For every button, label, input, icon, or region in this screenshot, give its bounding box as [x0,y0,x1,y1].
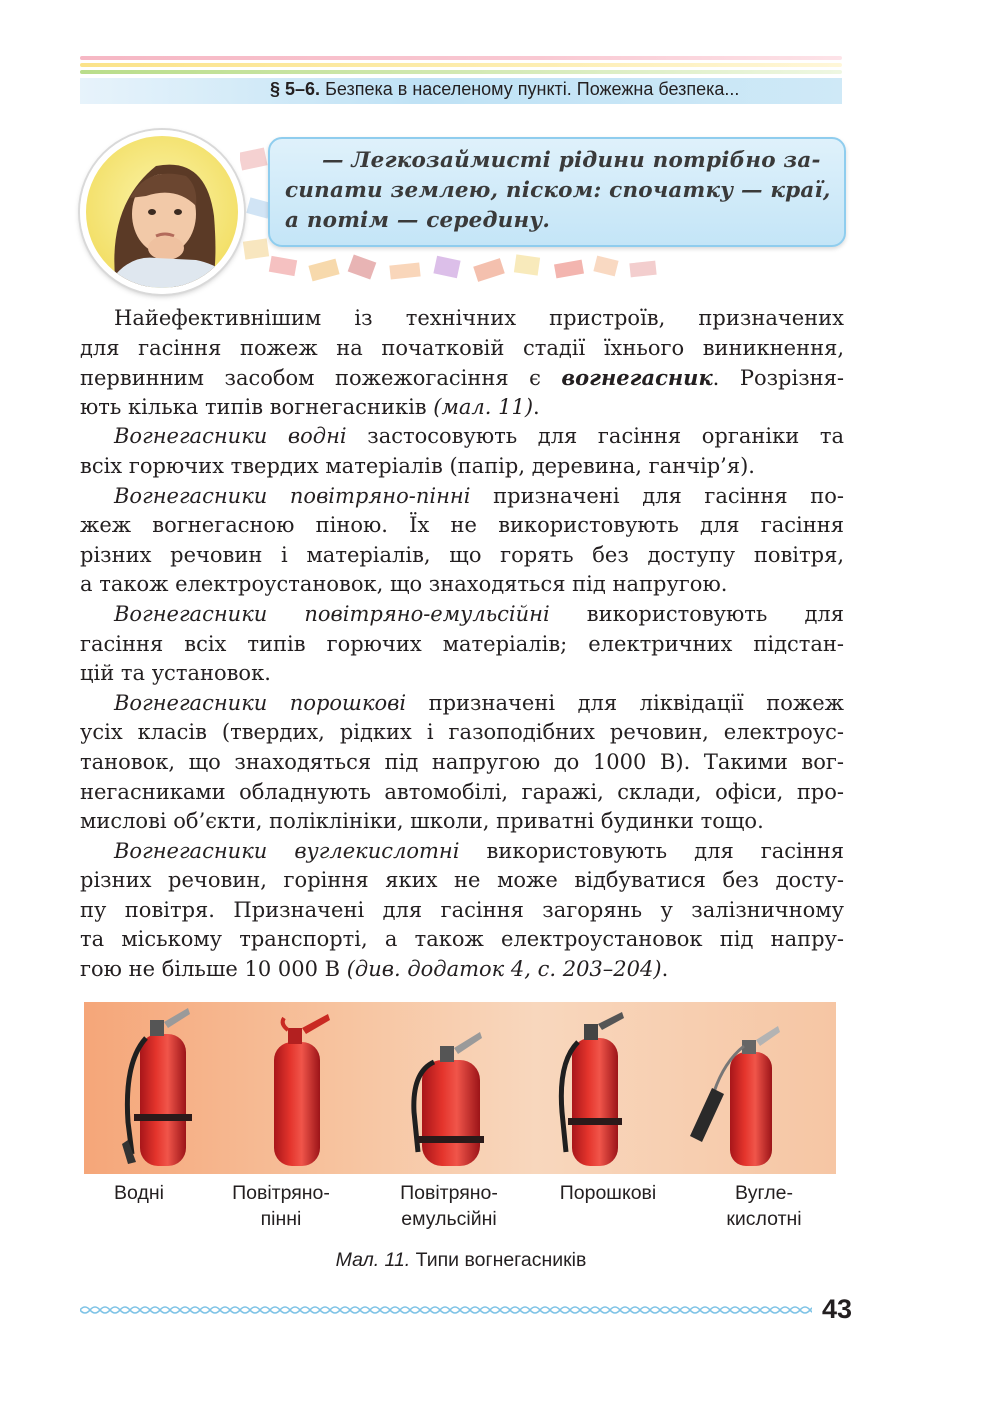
caption-text: Типи вогнегасників [410,1249,587,1271]
footer-ornament [80,1302,812,1318]
label-co2: Вугле- кислотні [726,1182,802,1230]
section-title: Безпека в населеному пункті. Пожежна безпека... [325,79,740,99]
text-line: Вогнегасники повітряно-пінні призначені для гасіння по- [114,483,844,508]
text-line: різних речовин і матеріалів, що горять без доступу повітря, [80,542,844,567]
text-line: Найефективнішим із технічних пристроїв, призначених [114,306,844,330]
text-line: Вогнегасники повітряно-емульсійні використовують для [114,601,844,626]
girl-illustration [86,136,238,288]
label-emulsion: Повітряно- емульсійні [400,1182,498,1230]
water-extinguisher-icon [122,1008,192,1166]
term-powder-extinguishers: Вогнегасники порошкові [114,690,407,715]
main-text [80,304,844,985]
term-water-extinguishers: Вогнегасники водні [114,424,347,449]
text-line: негасниками обладнують автомобілі, гаражі, склади, офіси, про- [80,779,844,804]
bubble-line: сипати землею, піском: спочатку — краї, [285,178,831,203]
text-line: гасіння всіх типів горючих матеріалів; електричних підстан- [80,631,844,656]
text-line: мислові об’єкти, поліклініки, школи, приватні будинки тощо. [80,809,764,834]
text-line: Вогнегасники вуглекислотні використовують для гасіння [114,838,844,863]
label-foam: Повітряно- пінні [232,1182,330,1230]
text-line: гою не більше 10 000 В (див. додаток 4, с. 203–204). [80,957,669,982]
text-line: усіх класів (твердих, рідких і газоподібних речовин, електроус- [80,720,844,745]
figure-reference: (мал. 11) [433,394,534,419]
term-fire-extinguisher: вогнегасник [561,365,713,391]
text-line: а також електроустановок, що знаходяться під напругою. [80,572,728,597]
term-co2-extinguishers: Вогнегасники вуглекислотні [114,838,460,863]
co2-extinguisher-icon [690,1026,780,1166]
term-foam-extinguishers: Вогнегасники повітряно-пінні [114,483,471,508]
caption-number: Мал. 11. [335,1249,411,1271]
page-number: 43 [822,1294,853,1324]
text-line: та міському транспорті, а також електроустановок під напру- [80,927,844,952]
foam-extinguisher-icon [274,1014,330,1166]
appendix-reference: (див. додаток 4, с. 203–204) [346,957,662,982]
label-water: Водні [114,1182,164,1204]
text-line: тановок, що знаходяться під напругою до 1000 В). Такими вог- [80,749,844,774]
text-line: всіх горючих твердих матеріалів (папір, деревина, ганчір’я). [80,453,755,478]
text-line: Вогнегасники водні застосовують для гасіння органіки та [114,424,844,449]
extinguishers-figure [84,1002,836,1174]
emulsion-extinguisher-icon [414,1032,484,1166]
text-line: первинним засобом пожежогасіння є вогнегасник. Розрізня- [80,365,845,391]
text-line: цій та установок. [80,661,271,686]
extinguishers-illustration [84,1002,836,1174]
text-line: ють кілька типів вогнегасників (мал. 11). [80,394,540,419]
text-line: пу повітря. Призначені для гасіння загорянь у залізничному [80,897,844,922]
figure-caption [0,1249,922,1272]
powder-extinguisher-icon [561,1012,624,1166]
section-number: § 5–6. [270,79,321,99]
text-line: Вогнегасники порошкові призначені для ліквідації пожеж [114,690,844,715]
label-powder: Порошкові [559,1182,657,1204]
text-line: для гасіння пожеж на початковій стадії їхнього виникнення, [80,335,844,360]
bubble-line: а потім — середину. [285,208,551,233]
text-line: різних речовин, горіння яких не може відбуватися без досту- [80,868,844,893]
term-emulsion-extinguishers: Вогнегасники повітряно-емульсійні [114,601,550,626]
running-header [270,79,850,100]
bubble-line: — Легкозаймисті рідини потрібно за- [322,148,821,173]
speech-bubble-text [285,146,830,236]
text-line: жеж вогнегасною піною. Їх не використовують для гасіння [80,513,844,538]
girl-portrait [80,130,244,294]
